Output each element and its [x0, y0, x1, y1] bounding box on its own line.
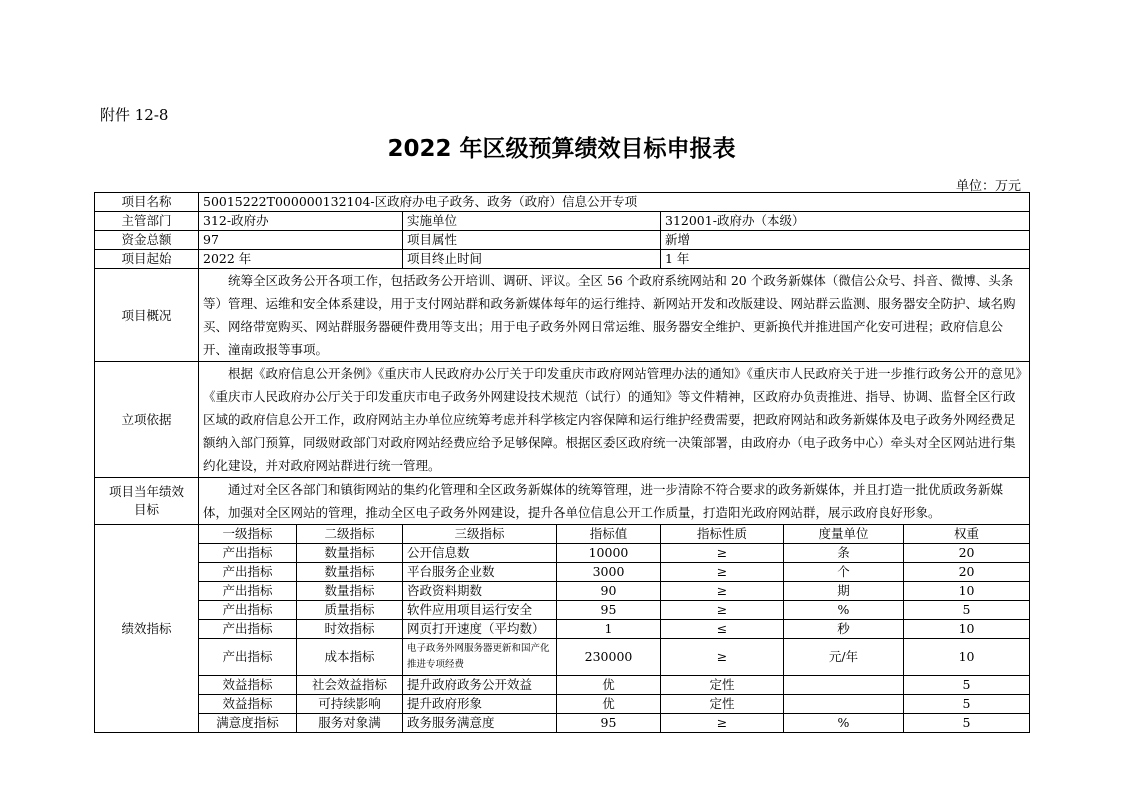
cell-l2: 服务对象满 — [297, 714, 403, 733]
cell-value: 10000 — [557, 544, 661, 563]
basis-label: 立项依据 — [95, 362, 199, 478]
dept-label: 主管部门 — [95, 212, 199, 231]
cell-l3: 软件应用项目运行安全 — [403, 601, 557, 620]
header-weight: 权重 — [904, 525, 1030, 544]
cell-nature: 定性 — [661, 676, 784, 695]
cell-l3: 网页打开速度（平均数） — [403, 620, 557, 639]
cell-l1: 效益指标 — [199, 695, 297, 714]
cell-l3: 电子政务外网服务器更新和国产化推进专项经费 — [403, 639, 557, 676]
fund-value: 97 — [199, 231, 403, 250]
cell-l3: 公开信息数 — [403, 544, 557, 563]
impl-value: 312001-政府办（本级） — [661, 212, 1030, 231]
cell-value: 优 — [557, 695, 661, 714]
end-value: 1 年 — [661, 250, 1030, 269]
cell-value: 95 — [557, 601, 661, 620]
attr-value: 新增 — [661, 231, 1030, 250]
header-l2: 二级指标 — [297, 525, 403, 544]
cell-l2: 可持续影响 — [297, 695, 403, 714]
cell-value: 90 — [557, 582, 661, 601]
indicators-label: 绩效指标 — [95, 525, 199, 733]
cell-nature: ≥ — [661, 544, 784, 563]
cell-unit — [784, 695, 904, 714]
table-row — [95, 563, 1030, 582]
cell-value: 3000 — [557, 563, 661, 582]
end-label: 项目终止时间 — [403, 250, 661, 269]
cell-weight: 20 — [904, 544, 1030, 563]
table-row — [95, 601, 1030, 620]
cell-nature: 定性 — [661, 695, 784, 714]
cell-value: 1 — [557, 620, 661, 639]
overview-cell — [199, 269, 1030, 362]
cell-l1: 产出指标 — [199, 601, 297, 620]
cell-nature: ≥ — [661, 639, 784, 676]
cell-nature: ≥ — [661, 563, 784, 582]
start-value: 2022 年 — [199, 250, 403, 269]
cell-l2: 社会效益指标 — [297, 676, 403, 695]
cell-unit: 个 — [784, 563, 904, 582]
cell-nature: ≤ — [661, 620, 784, 639]
cell-weight: 5 — [904, 695, 1030, 714]
cell-l2: 数量指标 — [297, 544, 403, 563]
unit-label: 单位：万元 — [955, 179, 1021, 194]
cell-unit: 条 — [784, 544, 904, 563]
header-unit: 度量单位 — [784, 525, 904, 544]
dept-value: 312-政府办 — [199, 212, 403, 231]
cell-weight: 5 — [904, 676, 1030, 695]
attr-label: 项目属性 — [403, 231, 661, 250]
goal-text: 通过对全区各部门和镇街网站的集约化管理和全区政务新媒体的统筹管理，进一步清除不符合要求的政务新媒体，并且打造一批优质政务新媒体，加强对全区网站的管理，推动全区电子政务外网建设，提升各单位信息公开工作质量，打造阳光政府网站群，展示政府良好形象。 — [203, 482, 1004, 520]
cell-l2: 成本指标 — [297, 639, 403, 676]
basis-text: 根据《政府信息公开条例》《重庆市人民政府办公厅关于印发重庆市政府网站管理办法的通知》《重庆市人民政府关于进一步推行政务公开的意见》《重庆市人民政府办公厅关于印发重庆市电子政务外网建设技术规范（试行）的通知》等文件精神，区政府办负责推进、指导、协调、监督全区行政区域的政府信息公开工作，政府网站主办单位应统筹考虑并科学核定内容保障和运行维护经费需要，把政府网站和政务新媒体及电子政务外网经费足额纳入部门预算，同级财政部门对政府网站经费应给予足够保障。根据区委区政府统一决策部署，由政府办（电子政务中心）牵头对全区网站进行集约化建设，并对政府网站群进行统一管理。 — [203, 366, 1022, 473]
cell-unit: % — [784, 601, 904, 620]
cell-weight: 20 — [904, 563, 1030, 582]
cell-l2: 数量指标 — [297, 563, 403, 582]
header-l1: 一级指标 — [199, 525, 297, 544]
goal-cell — [199, 478, 1030, 525]
header-l3: 三级指标 — [403, 525, 557, 544]
basis-cell — [199, 362, 1030, 478]
performance-table — [94, 192, 1030, 733]
cell-unit: 秒 — [784, 620, 904, 639]
attachment-label: 附件 12-8 — [100, 106, 169, 124]
cell-l1: 产出指标 — [199, 563, 297, 582]
cell-nature: ≥ — [661, 601, 784, 620]
header-nature: 指标性质 — [661, 525, 784, 544]
cell-l2: 时效指标 — [297, 620, 403, 639]
cell-nature: ≥ — [661, 582, 784, 601]
cell-l1: 产出指标 — [199, 639, 297, 676]
cell-l1: 产出指标 — [199, 582, 297, 601]
table-row — [95, 544, 1030, 563]
cell-value: 95 — [557, 714, 661, 733]
cell-weight: 5 — [904, 601, 1030, 620]
cell-l3: 提升政府形象 — [403, 695, 557, 714]
cell-unit — [784, 676, 904, 695]
cell-unit: 元/年 — [784, 639, 904, 676]
cell-l1: 产出指标 — [199, 544, 297, 563]
project-name-value: 50015222T000000132104-区政府办电子政务、政务（政府）信息公开专项 — [199, 193, 1030, 212]
cell-unit: 期 — [784, 582, 904, 601]
overview-label: 项目概况 — [95, 269, 199, 362]
cell-nature: ≥ — [661, 714, 784, 733]
table-row — [95, 582, 1030, 601]
overview-text: 统筹全区政务公开各项工作，包括政务公开培训、调研、评议。全区 56 个政府系统网站和 20 个政务新媒体（微信公众号、抖音、微博、头条等）管理、运维和安全体系建设，用于支付网站群和政务新媒体每年的运行维持、新网站开发和改版建设、网站群云监测、服务器安全防护、域名购买、网络带宽购买、网站群服务器硬件费用等支出；用于电子政务外网日常运维、服务器安全维护、更新换代并推进国产化安可进程；政府信息公开、潼南政报等事项。 — [203, 273, 1016, 357]
cell-weight: 10 — [904, 620, 1030, 639]
page-title: 2022 年区级预算绩效目标申报表 — [387, 136, 736, 162]
cell-unit: % — [784, 714, 904, 733]
cell-weight: 5 — [904, 714, 1030, 733]
cell-l3: 政务服务满意度 — [403, 714, 557, 733]
cell-l3: 咨政资料期数 — [403, 582, 557, 601]
impl-label: 实施单位 — [403, 212, 661, 231]
cell-value: 230000 — [557, 639, 661, 676]
table-row — [95, 676, 1030, 695]
cell-l1: 满意度指标 — [199, 714, 297, 733]
start-label: 项目起始 — [95, 250, 199, 269]
goal-label: 项目当年绩效目标 — [95, 478, 199, 525]
table-row — [95, 714, 1030, 733]
cell-l2: 质量指标 — [297, 601, 403, 620]
cell-l2: 数量指标 — [297, 582, 403, 601]
cell-l1: 产出指标 — [199, 620, 297, 639]
header-value: 指标值 — [557, 525, 661, 544]
cell-weight: 10 — [904, 582, 1030, 601]
table-row — [95, 695, 1030, 714]
cell-weight: 10 — [904, 639, 1030, 676]
table-row — [95, 639, 1030, 676]
cell-l3: 平台服务企业数 — [403, 563, 557, 582]
cell-value: 优 — [557, 676, 661, 695]
project-name-label: 项目名称 — [95, 193, 199, 212]
cell-l1: 效益指标 — [199, 676, 297, 695]
fund-label: 资金总额 — [95, 231, 199, 250]
table-row — [95, 620, 1030, 639]
cell-l3: 提升政府政务公开效益 — [403, 676, 557, 695]
